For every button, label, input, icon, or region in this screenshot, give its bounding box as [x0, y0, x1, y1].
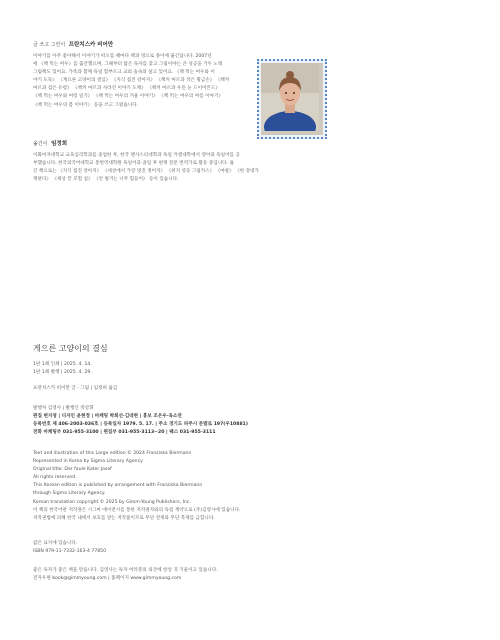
author-photo-frame: [257, 59, 327, 139]
translator-section: [33, 141, 473, 184]
footer-line: 좋은 독자가 좋은 책을 만듭니다. 김영사는 독자 여러분의 의견에 항상 귀 기울이고 있습니다.: [33, 568, 218, 573]
author-heading: [33, 42, 255, 49]
author-bio-line: 마르과 검은 유령》 《책커 마르과 사라진 이야기 도깨》 《책커 마르과 우린 눈 드이어몬드》: [33, 86, 220, 92]
translator-role: 옮긴이: [33, 141, 48, 147]
rights-line: Represented in Korea by Sigma Literary Agency: [33, 459, 143, 465]
author-section: [33, 42, 255, 110]
translator-bio-line: 이화여자대학교 교육심리학과를 졸업한 후, 한국 멘사스터대학과 독일 카셀대학에서 영어와 독일어를 공: [33, 153, 240, 158]
rights-info: [33, 450, 241, 523]
rights-line: Text and illustration of this Large edition © 2024 Franziska Biermann: [33, 451, 192, 456]
translator-bio-line: 긴 책으로는 《지식 집진 강아지》 《세상에서 가장 멋진 정어지》 《위지 영웅 그림카스》 《마살》 《한 강대가: [33, 169, 259, 175]
publisher-line: 전화 마케팅부 031-955-3100 | 편집부 031-955-3113~20 | 팩스 031-955-3111: [33, 430, 216, 436]
publisher-info: [33, 405, 248, 437]
author-bio: [33, 53, 255, 110]
rights-line: Korean translation copyright © 2025 by Gimm-Young Publishers, Inc.: [33, 499, 191, 505]
publisher-line: 등록번호 제 406-2003-036호 | 등록일자 1979. 5. 17. | 주소 경기도 파주시 문발로 197(우10881): [33, 422, 248, 428]
rights-line: through Sigma Literary Agency.: [33, 491, 106, 497]
footer-line: 전자우편 book@gimmyoung.com | 홈페이지 www.gimmyoung.com: [33, 576, 182, 582]
price-isbn: [33, 540, 106, 556]
author-photo: [261, 63, 323, 135]
author-name: 프란치스카 비어만: [68, 42, 114, 48]
author-bio-line: 야기 도둑》 《게으른 고양이의 결심》 《지식 집진 강아지》 《책커 마르과 작은 황금손》 《책커: [33, 78, 230, 84]
author-bio-line: 《책 먹는 여우와 여렁 일기》 《책 먹는 여우의 겨울 이야기》 《책 먹는 여우의 여름 이야기》: [33, 94, 224, 100]
translator-bio-line: 부했습니다. 한국외국어대학교 통번역대학원 독일어과 졸업 후 현재 전문 번역가로 활동 중입니다. 옮: [33, 161, 234, 167]
rights-line: 저작권법에 의해 한국 내에서 보호를 받는 저작물이므로 무단 전재와 무단 복제를 금합니다.: [33, 515, 215, 521]
translator-name: 임정희: [51, 141, 68, 147]
portrait-photo-icon: [261, 63, 319, 131]
author-bio-line: 이야기를 아주 좋아해서 이야기가 떠오를 때마다 책과 영으로 종이에 옮긴답니다. 2007년: [33, 54, 212, 59]
rights-line: All rights reserved.: [33, 475, 77, 481]
isbn-line: ISBN 979-11-7332-163-4 77850: [33, 549, 107, 555]
publisher-line: 발행처 김영사 | 발행인 박강휘: [33, 406, 94, 411]
author-bio-line: 그림책도 있어요. 가족과 함께 독일 함부르크 교외 숲속의 살고 있어요. 《책 먹는 여우와 이: [33, 70, 215, 76]
credits-line: 프란치스카 비어만 글 · 그림 | 임정희 옮김: [33, 386, 118, 391]
publisher-line: 편집 변지영 | 디자인 윤현정 | 마케팅 박희선·김대현 | 홍보 조은우·육소연: [33, 414, 182, 420]
translator-bio: [33, 152, 473, 184]
author-bio-line: 에 《책 먹는 여우》를 출간했으며, 그때부터 많은 독자를 찾고 그림이야는 큰 성공을 거두 노래: [33, 62, 223, 68]
edition-line: 1판 1쇄 발행 | 2025. 4. 29.: [33, 370, 92, 376]
edition-info: [33, 361, 92, 377]
translator-bio-line: 재판다》 《세상 끝 모험 섬》 《안 벌거는 너무 힘들어》 등이 있습니다.: [33, 177, 179, 183]
rights-line: 이 책의 한국어판 저작권은 시그마 에이전시를 통한 저작권자와의 독점 계약으로 (주)김영사에 있습니다.: [33, 507, 241, 513]
book-title: 게으른 고양이의 결심: [33, 344, 108, 353]
footer-info: [33, 567, 218, 583]
price-line: 값은 표지에 있습니다.: [33, 541, 78, 546]
author-role: 글 쓰고 그린이: [33, 42, 66, 48]
rights-line: This Korean edition is published by arrangement with Franziska Biermann: [33, 483, 203, 489]
translator-heading: [33, 141, 473, 148]
author-bio-line: 《책 먹는 여우의 봄 이야기》 등을 쓰고 그렸습니다.: [33, 102, 139, 108]
edition-line: 1판 1쇄 인쇄 | 2025. 4. 14.: [33, 362, 92, 367]
rights-line: Original title: Der faule Kater Josef: [33, 467, 112, 473]
